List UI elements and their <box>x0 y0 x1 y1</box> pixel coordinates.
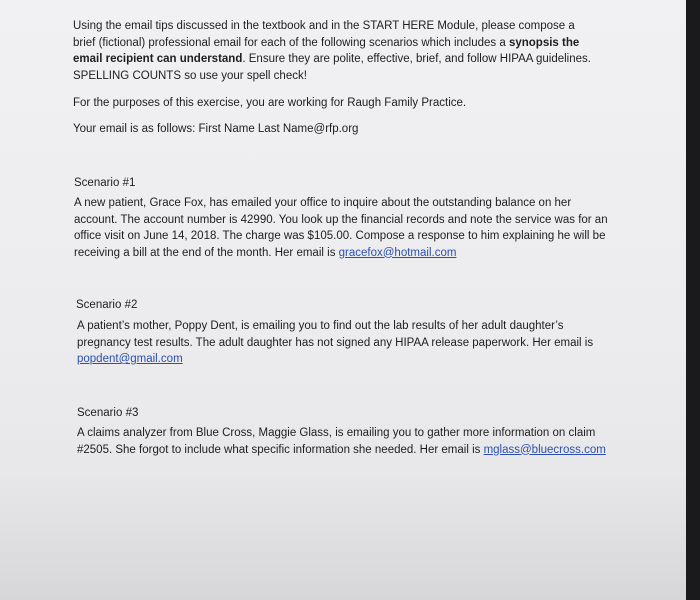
scenario-2-email-link[interactable]: popdent@gmail.com <box>77 353 183 365</box>
scenario-3-text <box>77 425 617 458</box>
scenario-1-email-link[interactable]: gracefox@hotmail.com <box>338 246 457 259</box>
scenario-1-body: A new patient, Grace Fox, has emailed your office to inquire about the outstanding balance on her account. The account number is 42990. You look up the financial records and note the service was for an office visit on June 14, 2018. The charge was $105.00. Compose a response to him explaining he will be receiving a bill at the end of the month. Her email is <box>74 197 608 259</box>
scenario-3-body: A claims analyzer from Blue Cross, Maggie Glass, is emailing you to gather more information on claim #2505. She forgot to include what specific information she needed. Her email is <box>77 427 596 456</box>
intro-text-1: Using the email tips discussed in the textbook and in the START HERE Module, please compose a brief (fictional) professional email for each of the following scenarios which includes a <box>73 20 575 49</box>
intro-bold-text: synopsis the email recipient can understand <box>73 36 580 65</box>
your-email-line: Your email is as follows: First Name Last Name@rfp.org <box>73 123 359 135</box>
practice-line: For the purposes of this exercise, you are working for Raugh Family Practice. <box>73 97 467 109</box>
scenario-3-heading: Scenario #3 <box>77 407 139 419</box>
scenario-3-email-link[interactable]: mglass@bluecross.com <box>483 443 606 456</box>
scenario-1-text <box>74 195 609 261</box>
scenario-2-heading: Scenario #2 <box>76 299 138 311</box>
intro-text-2: . Ensure they are polite, effective, brief, and follow HIPAA guidelines. SPELLING COUNTS so use your spell check! <box>73 53 591 82</box>
scenario-2-text <box>77 318 607 368</box>
intro-paragraph <box>73 18 593 84</box>
scenario-1-heading: Scenario #1 <box>74 177 136 189</box>
scenario-2-body: A patient’s mother, Poppy Dent, is emailing you to find out the lab results of her adult daughter’s pregnancy test results. The adult daughter has not signed any HIPAA release paperwork. Her email is <box>77 320 594 349</box>
